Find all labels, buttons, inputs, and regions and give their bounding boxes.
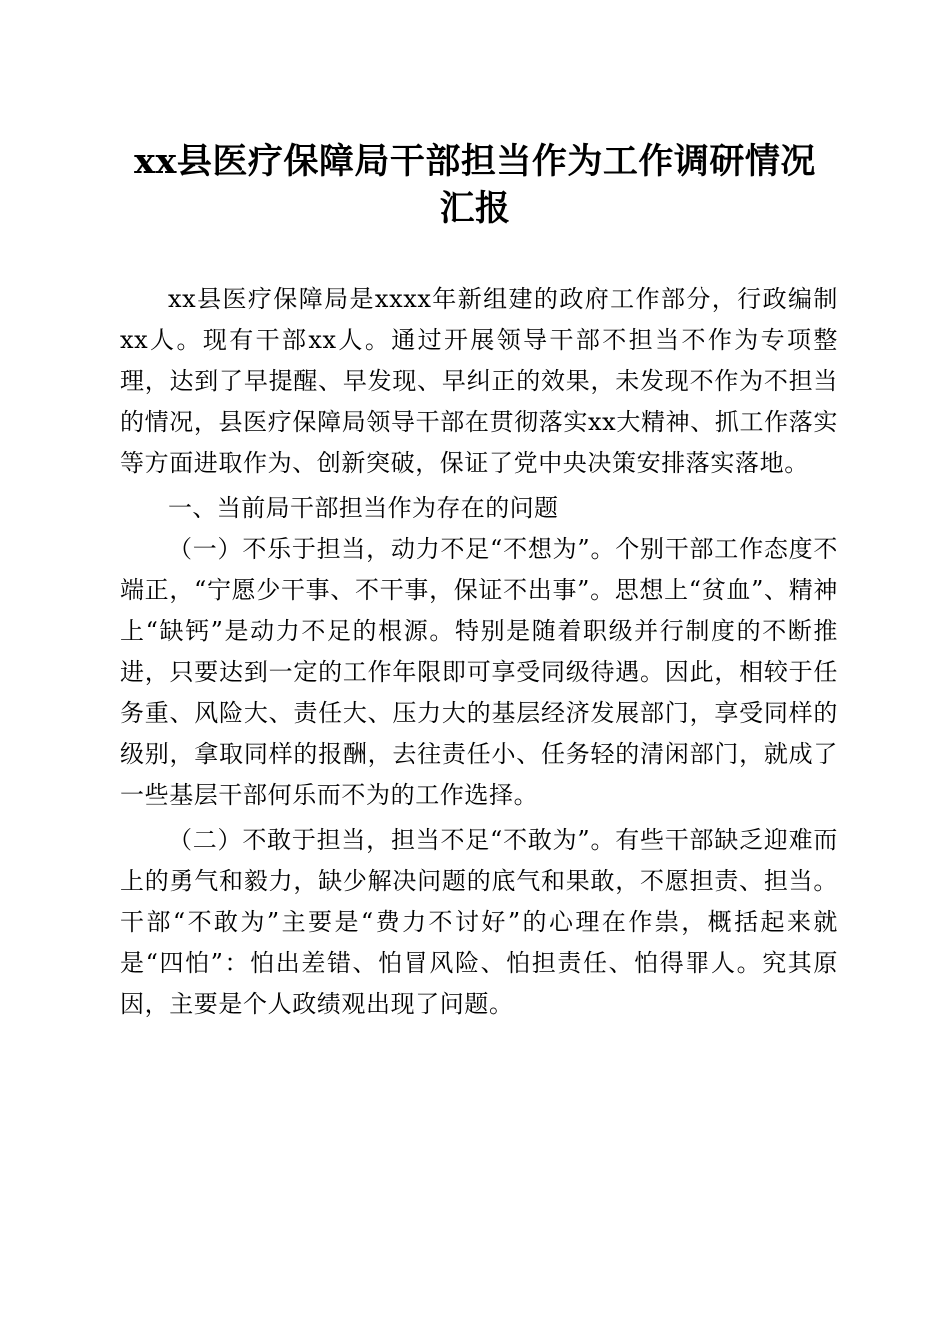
document-title-line-2: 汇报 — [439, 188, 511, 229]
item-2-paragraph: （二）不敢于担当，担当不足“不敢为”。有些干部缺乏迎难而上的勇气和毅力，缺少解决问题的底气和果敢，不愿担责、担当。干部“不敢为”主要是“费力不讨好”的心理在作祟，概括起来就是“四怕”：怕出差错、怕冒风险、怕担责任、怕得罪人。究其原因，主要是个人政绩观出现了问题。 — [120, 826, 838, 1018]
document-title-line-1: xx县医疗保障局干部担当作为工作调研情况 — [134, 141, 816, 182]
intro-paragraph: xx县医疗保障局是xxxx年新组建的政府工作部分，行政编制xx人。现有干部xx人。通过开展领导干部不担当不作为专项整理，达到了早提醒、早发现、早纠正的效果，未发现不作为不担当的情况，县医疗保障局领导干部在贯彻落实xx大精神、抓工作落实等方面进取作为、创新突破，保证了党中央决策安排落实落地。 — [120, 285, 838, 477]
document-title — [100, 138, 850, 232]
document-body — [120, 279, 838, 1025]
item-1-paragraph: （一）不乐于担当，动力不足“不想为”。个别干部工作态度不端正，“宁愿少干事、不干事，保证不出事”。思想上“贫血”、精神上“缺钙”是动力不足的根源。特别是随着职级并行制度的不断推进，只要达到一定的工作年限即可享受同级待遇。因此，相较于任务重、风险大、责任大、压力大的基层经济发展部门，享受同样的级别，拿取同样的报酬，去往责任小、任务轻的清闲部门，就成了一些基层干部何乐而不为的工作选择。 — [120, 535, 838, 809]
section-1-heading: 一、当前局干部担当作为存在的问题 — [168, 494, 559, 522]
